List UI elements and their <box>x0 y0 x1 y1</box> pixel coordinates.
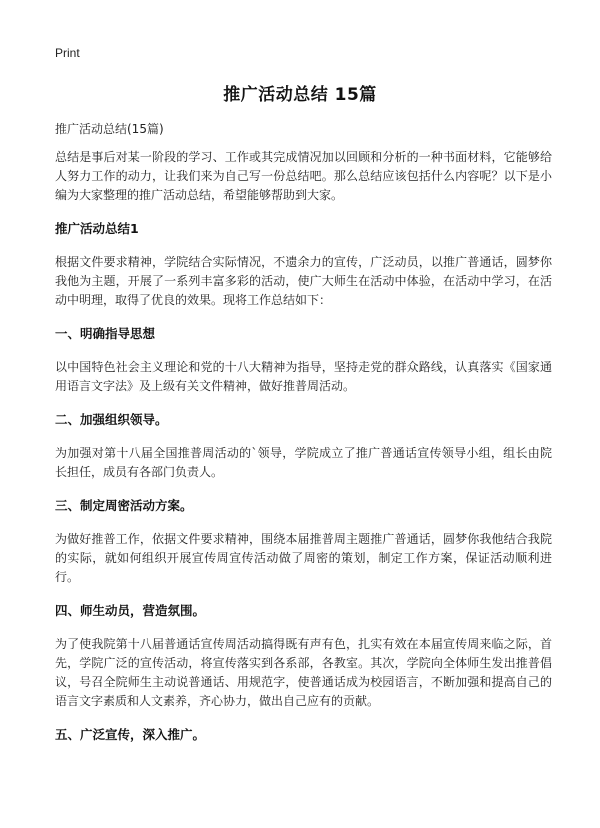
paragraph-mobilization: 为了使我院第十八届普通话宣传周活动搞得既有声有色，扎实有效在本届宣传周来临之际，首先，学院广泛的宣传活动，将宣传落实到各系部，各教室。其次，学院向全体师生发出推普倡议，号召全院师生主动说普通话、用规范字，使普通话成为校园语言，不断加强和提高自己的语言文字素质和人文素养，齐心协力，做出自己应有的贡献。 <box>55 637 552 708</box>
section-title: 推广活动总结1 <box>55 221 139 236</box>
paragraph-activity-plan: 为做好推普工作，依据文件要求精神，围绕本届推普周主题推广普通话，圆梦你我他结合我院的实际，就如何组织开展宣传周宣传活动做了周密的策划，制定工作方案，保证活动顺利进行。 <box>55 532 552 584</box>
section-paragraph: 根据文件要求精神，学院结合实际情况，不遗余力的宣传，广泛动员，以推广普通话，圆梦你我他为主题，开展了一系列丰富多彩的活动，使广大师生在活动中体验，在活动中学习，在活动中明理，取得了优良的效果。现将工作总结如下： <box>55 255 552 307</box>
heading-activity-plan: 三、制定周密活动方案。 <box>55 498 193 513</box>
heading-guiding-ideology: 一、明确指导思想 <box>55 326 156 341</box>
document-subtitle: 推广活动总结(15篇) <box>55 122 164 136</box>
heading-publicity: 五、广泛宣传，深入推广。 <box>55 727 206 742</box>
print-link[interactable]: Print <box>55 46 80 60</box>
intro-paragraph: 总结是事后对某一阶段的学习、工作或其完成情况加以回顾和分析的一种书面材料，它能够给人努力工作的动力，让我们来为自己写一份总结吧。那么总结应该包括什么内容呢？以下是小编为大家整理的推广活动总结，希望能够帮助到大家。 <box>55 150 552 202</box>
heading-mobilization: 四、师生动员，营造氛围。 <box>55 603 206 618</box>
paragraph-organization: 为加强对第十八届全国推普周活动的`领导，学院成立了推广普通话宣传领导小组，组长由院长担任，成员有各部门负责人。 <box>55 446 552 479</box>
document-title: 推广活动总结 15篇 <box>223 85 377 105</box>
document-content <box>55 119 552 759</box>
paragraph-guiding-ideology: 以中国特色社会主义理论和党的十八大精神为指导，坚持走党的群众路线，认真落实《国家通用语言文字法》及上级有关文件精神，做好推普周活动。 <box>55 360 552 393</box>
heading-organization: 二、加强组织领导。 <box>55 412 168 427</box>
